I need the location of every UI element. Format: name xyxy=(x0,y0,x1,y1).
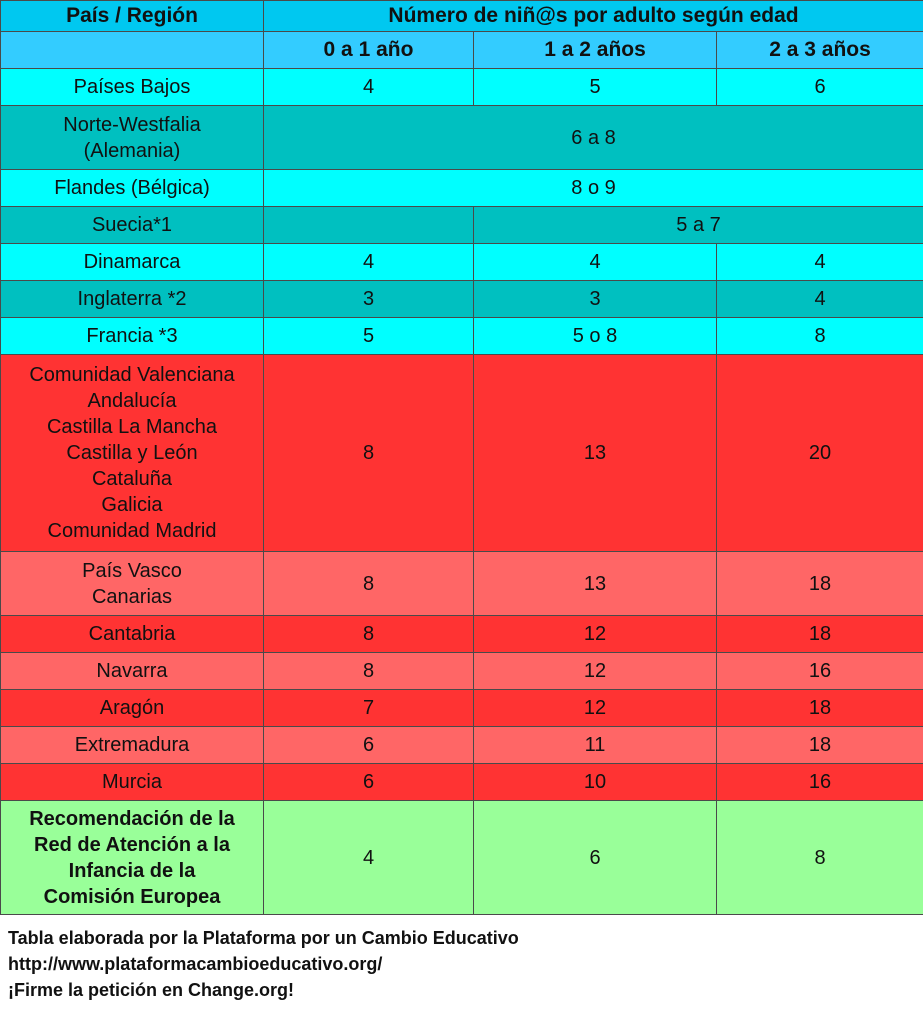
table-row xyxy=(1,690,923,727)
region-name: Comunidad Valenciana Andalucía Castilla La Mancha Castilla y León Cataluña Galicia Comunidad Madrid xyxy=(1,355,264,552)
footer-credit: Tabla elaborada por la Plataforma por un Cambio Educativo xyxy=(8,928,519,948)
age-header: 1 a 2 años xyxy=(474,32,717,69)
value-cell: 4 xyxy=(717,244,923,281)
value-cell: 8 xyxy=(717,318,923,355)
value-cell: 12 xyxy=(474,690,717,727)
region-name: Flandes (Bélgica) xyxy=(1,170,264,207)
value-cell: 4 xyxy=(474,244,717,281)
value-cell: 10 xyxy=(474,764,717,801)
value-cell: 8 xyxy=(717,801,923,915)
footer-petition: ¡Firme la petición en Change.org! xyxy=(8,980,295,1000)
value-cell: 16 xyxy=(717,653,923,690)
value-cell: 8 xyxy=(264,355,474,552)
value-cell: 18 xyxy=(717,690,923,727)
value-cell: 13 xyxy=(474,355,717,552)
value-cell: 6 xyxy=(717,69,923,106)
value-cell: 18 xyxy=(717,552,923,616)
value-cell: 6 xyxy=(264,764,474,801)
merged-value-cell: 5 a 7 xyxy=(474,207,923,244)
value-cell: 4 xyxy=(264,801,474,915)
value-cell: 5 xyxy=(264,318,474,355)
region-name: Suecia*1 xyxy=(1,207,264,244)
value-cell: 18 xyxy=(717,727,923,764)
region-name: Norte-Westfalia (Alemania) xyxy=(1,106,264,170)
value-cell: 8 xyxy=(264,552,474,616)
value-cell: 18 xyxy=(717,616,923,653)
table-row xyxy=(1,170,923,207)
value-cell: 4 xyxy=(717,281,923,318)
region-name: Aragón xyxy=(1,690,264,727)
footer-url: http://www.plataformacambioeducativo.org/ xyxy=(8,954,383,974)
region-header: País / Región xyxy=(1,1,264,32)
value-cell: 6 xyxy=(264,727,474,764)
region-name: Extremadura xyxy=(1,727,264,764)
value-cell: 11 xyxy=(474,727,717,764)
value-cell: 5 xyxy=(474,69,717,106)
age-header: 0 a 1 año xyxy=(264,32,474,69)
value-cell: 3 xyxy=(264,281,474,318)
table-row xyxy=(1,281,923,318)
footer-notes xyxy=(8,925,519,1003)
value-cell: 6 xyxy=(474,801,717,915)
value-cell: 3 xyxy=(474,281,717,318)
age-header-row xyxy=(1,32,923,69)
table-row xyxy=(1,552,923,616)
value-cell: 12 xyxy=(474,653,717,690)
value-cell: 12 xyxy=(474,616,717,653)
header-row xyxy=(1,1,923,32)
value-cell: 8 xyxy=(264,616,474,653)
table-row xyxy=(1,318,923,355)
table-row xyxy=(1,244,923,281)
region-name: País Vasco Canarias xyxy=(1,552,264,616)
table-row xyxy=(1,727,923,764)
recommendation-label: Recomendación de la Red de Atención a la Infancia de la Comisión Europea xyxy=(1,801,264,915)
merged-value-cell: 6 a 8 xyxy=(264,106,923,170)
region-name: Navarra xyxy=(1,653,264,690)
value-cell: 4 xyxy=(264,69,474,106)
region-name: Países Bajos xyxy=(1,69,264,106)
age-header: 2 a 3 años xyxy=(717,32,923,69)
region-name: Inglaterra *2 xyxy=(1,281,264,318)
value-cell: 7 xyxy=(264,690,474,727)
table-row xyxy=(1,69,923,106)
table-row xyxy=(1,106,923,170)
group-header: Número de niñ@s por adulto según edad xyxy=(264,1,923,32)
value-cell: 20 xyxy=(717,355,923,552)
region-name: Francia *3 xyxy=(1,318,264,355)
empty-cell xyxy=(264,207,474,244)
value-cell: 13 xyxy=(474,552,717,616)
value-cell: 5 o 8 xyxy=(474,318,717,355)
value-cell: 16 xyxy=(717,764,923,801)
table-row xyxy=(1,616,923,653)
table-row xyxy=(1,764,923,801)
empty-header-cell xyxy=(1,32,264,69)
table-row xyxy=(1,207,923,244)
value-cell: 4 xyxy=(264,244,474,281)
table-row xyxy=(1,653,923,690)
recommendation-row xyxy=(1,801,923,915)
region-name: Cantabria xyxy=(1,616,264,653)
merged-value-cell: 8 o 9 xyxy=(264,170,923,207)
value-cell: 8 xyxy=(264,653,474,690)
region-name: Dinamarca xyxy=(1,244,264,281)
region-name: Murcia xyxy=(1,764,264,801)
table-row xyxy=(1,355,923,552)
